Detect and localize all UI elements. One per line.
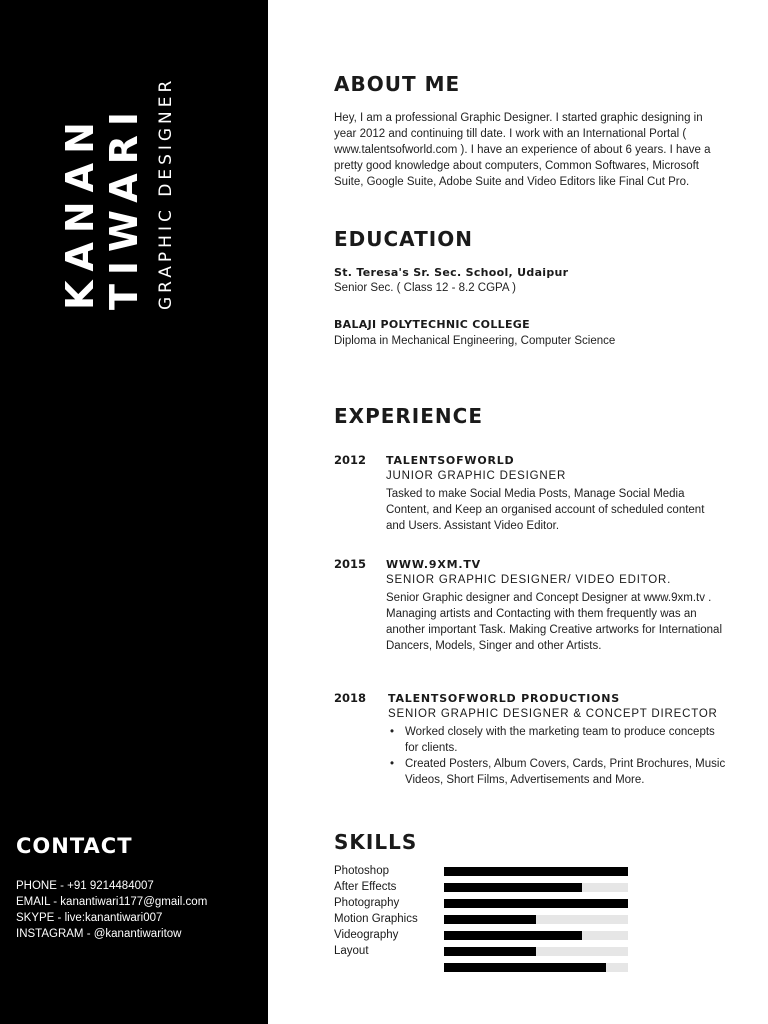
skill-bar-track	[444, 963, 628, 972]
experience-body	[386, 453, 726, 534]
job-title: GRAPHIC DESIGNER	[156, 76, 176, 310]
first-name: KANAN	[58, 113, 102, 310]
experience-year: 2015	[334, 557, 367, 571]
experience-role: SENIOR GRAPHIC DESIGNER/ VIDEO EDITOR.	[386, 574, 672, 586]
education-detail: Senior Sec. ( Class 12 - 8.2 CGPA )	[334, 282, 516, 294]
contact-email: EMAIL - kanantiwari1177@gmail.com	[16, 896, 208, 908]
contact-section	[16, 834, 256, 942]
experience-body	[388, 691, 728, 788]
experience-company: TALENTSOFWORLD	[386, 454, 515, 467]
experience-bullet: • Worked closely with the marketing team to produce concepts for clients.	[388, 724, 728, 756]
skill-bar-track	[444, 947, 628, 956]
education-heading: EDUCATION	[334, 227, 473, 251]
experience-role: JUNIOR GRAPHIC DESIGNER	[386, 470, 567, 482]
experience-description: Tasked to make Social Media Posts, Manage Social Media Content, and Keep an organised account of scheduled content and Users. Assistant Video Editor.	[386, 488, 705, 532]
experience-body	[386, 557, 726, 654]
skill-bars	[444, 867, 628, 979]
skills-list	[334, 863, 444, 959]
experience-heading: EXPERIENCE	[334, 404, 483, 428]
skill-bar-track	[444, 867, 628, 876]
skill-bar-fill	[444, 899, 628, 908]
skill-bar-fill	[444, 915, 536, 924]
experience-bullet: • Created Posters, Album Covers, Cards, Print Brochures, Music Videos, Short Films, Advertisements and More.	[388, 756, 728, 788]
contact-heading: CONTACT	[16, 834, 133, 858]
experience-company: TALENTSOFWORLD PRODUCTIONS	[388, 692, 621, 705]
about-text: Hey, I am a professional Graphic Designer. I started graphic designing in year 2012 and continuing till date. I work with an International Portal ( www.talentsofworld.com ). I have an experience of about 6 years. I have a pretty good knowledge about computers, Common Softwares, Microsoft Suite, Google Suite, Adobe Suite and Video Editors like Final Cut Pro.	[334, 112, 711, 188]
skill-bar-fill	[444, 867, 628, 876]
skill-bar-fill	[444, 883, 582, 892]
experience-bullets	[388, 724, 728, 788]
skill-label: Photography	[334, 897, 400, 909]
experience-company: WWW.9XM.TV	[386, 558, 481, 571]
about-heading: ABOUT ME	[334, 72, 461, 96]
contact-instagram: INSTAGRAM - @kanantiwaritow	[16, 928, 182, 940]
last-name: TIWARI	[102, 102, 146, 310]
skill-bar-fill	[444, 963, 606, 972]
experience-role: SENIOR GRAPHIC DESIGNER & CONCEPT DIRECTOR	[388, 708, 718, 720]
skill-label: After Effects	[334, 881, 397, 893]
skill-label: Videography	[334, 929, 399, 941]
experience-description: Senior Graphic designer and Concept Designer at www.9xm.tv . Managing artists and Contacting with them frequently was an another important Task. Making Creative artworks for International Dancers, Models, Singer and other Artists.	[386, 592, 722, 652]
contact-skype: SKYPE - live:kanantiwari007	[16, 912, 163, 924]
skill-bar-fill	[444, 947, 536, 956]
experience-year: 2012	[334, 453, 367, 467]
skill-bar-fill	[444, 931, 582, 940]
education-detail: Diploma in Mechanical Engineering, Computer Science	[334, 335, 616, 347]
education-school: St. Teresa's Sr. Sec. School, Udaipur	[334, 266, 569, 279]
skills-heading: SKILLS	[334, 830, 418, 854]
sidebar	[0, 0, 268, 1024]
skill-bar-track	[444, 931, 628, 940]
name-block	[58, 70, 198, 320]
skill-label: Photoshop	[334, 865, 389, 877]
skill-bar-track	[444, 899, 628, 908]
skill-label: Motion Graphics	[334, 913, 418, 925]
experience-year: 2018	[334, 691, 367, 705]
name-rotated	[58, 70, 198, 310]
education-school: BALAJI POLYTECHNIC COLLEGE	[334, 318, 530, 331]
skill-bar-track	[444, 915, 628, 924]
skill-label: Layout	[334, 945, 369, 957]
skill-bar-track	[444, 883, 628, 892]
contact-phone: PHONE - +91 9214484007	[16, 880, 154, 892]
